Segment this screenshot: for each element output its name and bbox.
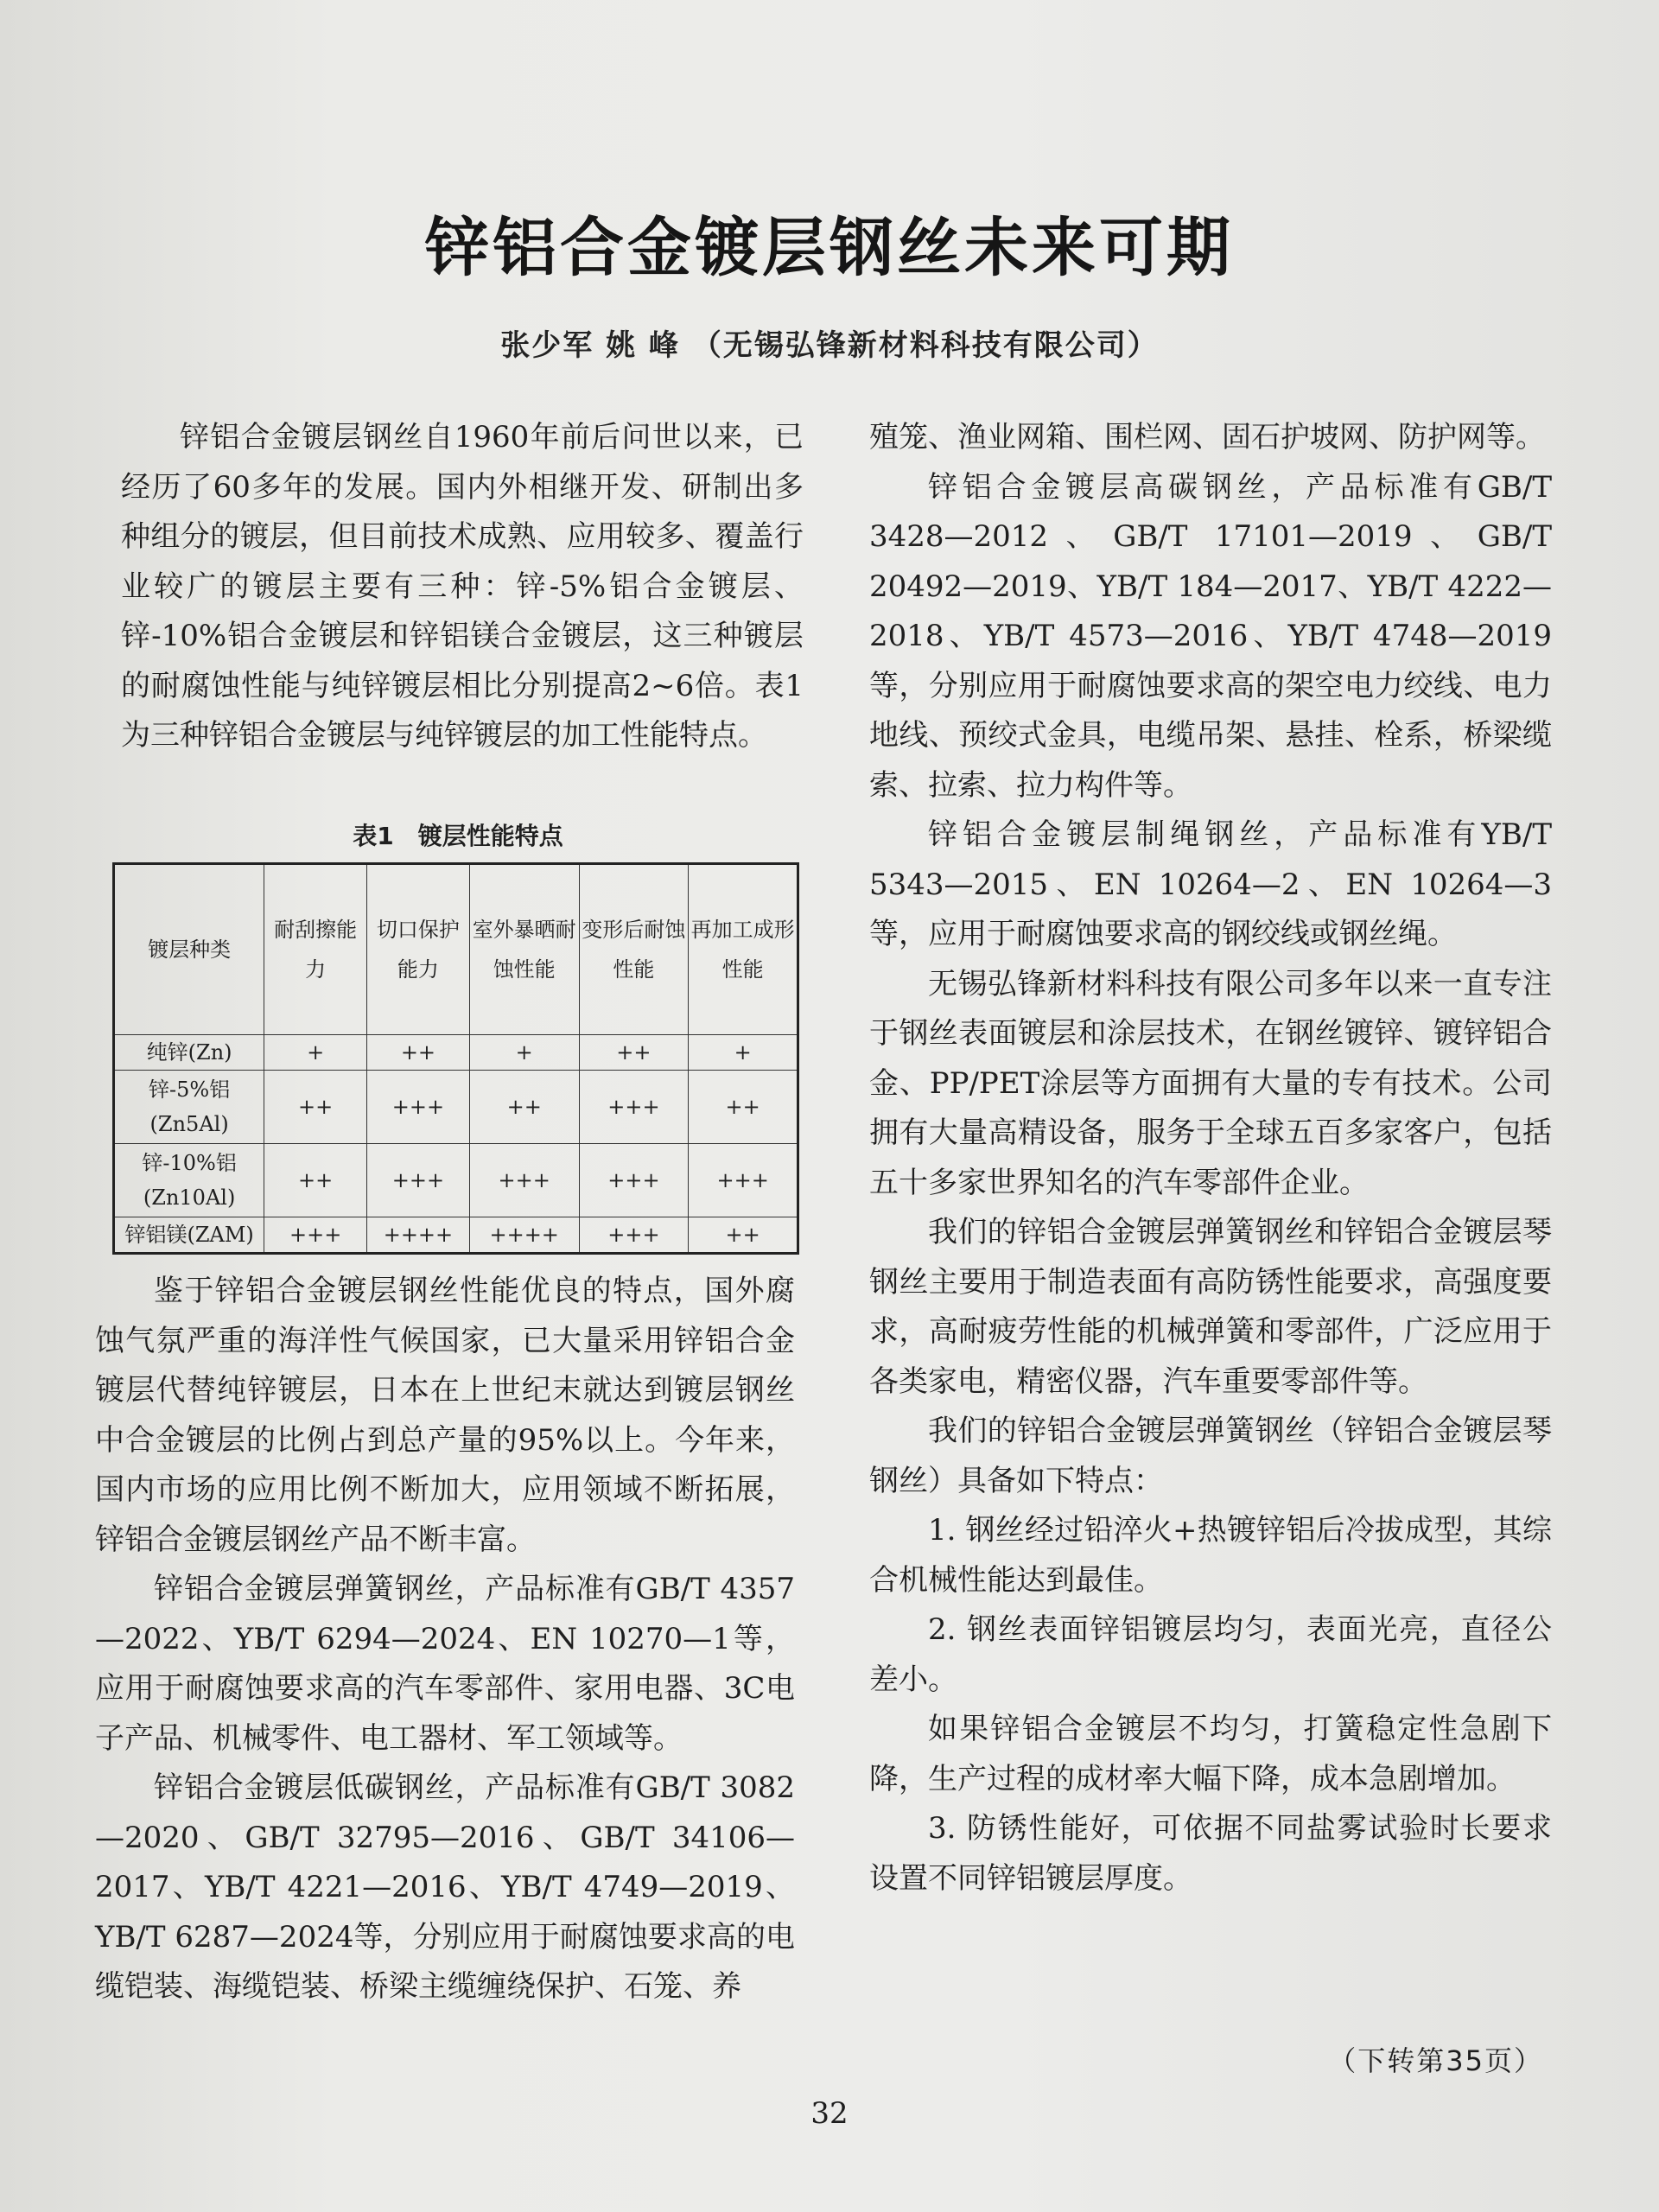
article-title: 锌铝合金镀层钢丝未来可期 bbox=[425, 211, 1234, 285]
paragraph: 锌铝合金镀层制绳钢丝，产品标准有YB/T 5343—2015、EN 10264—2、EN 10264—3等，应用于耐腐蚀要求高的钢绞线或钢丝绳。 bbox=[869, 817, 1552, 951]
table-header-cell: 耐刮擦能力 bbox=[264, 864, 367, 1035]
table-cell: ++ bbox=[367, 1035, 470, 1071]
paragraph: 我们的锌铝合金镀层弹簧钢丝和锌铝合金镀层琴钢丝主要用于制造表面有高防锈性能要求，高强度要求，高耐疲劳性能的机械弹簧和零部件，广泛应用于各类家电，精密仪器，汽车重要零部件等。 bbox=[869, 1215, 1552, 1399]
table-cell: + bbox=[689, 1035, 798, 1071]
paragraph: 如果锌铝合金镀层不均匀，打簧稳定性急剧下降，生产过程的成材率大幅下降，成本急剧增加。 bbox=[869, 1712, 1552, 1796]
paragraph: 锌铝合金镀层低碳钢丝，产品标准有GB/T 3082—2020、GB/T 32795—2016、GB/T 34106—2017、YB/T 4221—2016、YB/T 4749—2019、YB/T 6287—2024等，分别应用于耐腐蚀要求高的电缆铠装、海缆铠装、桥梁主缆缠绕保护、石笼、养 bbox=[95, 1770, 795, 2004]
table-cell: 纯锌(Zn) bbox=[114, 1035, 264, 1071]
table-cell: +++ bbox=[579, 1217, 689, 1254]
table-cell: ++ bbox=[689, 1071, 798, 1144]
paragraph: 我们的锌铝合金镀层弹簧钢丝（锌铝合金镀层琴钢丝）具备如下特点： bbox=[869, 1414, 1552, 1498]
table-cell: +++ bbox=[367, 1144, 470, 1217]
table-row bbox=[114, 1035, 798, 1071]
article-byline: 张少军 姚 峰 （无锡弘锋新材料科技有限公司） bbox=[500, 328, 1159, 363]
table-cell: +++ bbox=[689, 1144, 798, 1217]
table-header-cell: 镀层种类 bbox=[114, 864, 264, 1035]
table-cell: ++ bbox=[264, 1071, 367, 1144]
coating-properties-table bbox=[112, 862, 799, 1255]
table-row bbox=[114, 1217, 798, 1254]
table-cell: ++ bbox=[264, 1144, 367, 1217]
paragraph: 鉴于锌铝合金镀层钢丝性能优良的特点，国外腐蚀气氛严重的海洋性气候国家，已大量采用锌铝合金镀层代替纯锌镀层，日本在上世纪末就达到镀层钢丝中合金镀层的比例占到总产量的95%以上。今年来，国内市场的应用比例不断加大，应用领域不断拓展，锌铝合金镀层钢丝产品不断丰富。 bbox=[95, 1274, 795, 1557]
table-header-cell: 切口保护能力 bbox=[367, 864, 470, 1035]
left-column-bottom bbox=[95, 1267, 795, 2012]
paragraph: 锌铝合金镀层弹簧钢丝，产品标准有GB/T 4357—2022、YB/T 6294—2024、EN 10270—1等，应用于耐腐蚀要求高的汽车零部件、家用电器、3C电子产品、机械零件、电工器材、军工领域等。 bbox=[95, 1572, 795, 1756]
table-row bbox=[114, 1071, 798, 1144]
table-cell: +++ bbox=[264, 1217, 367, 1254]
table-cell: ++ bbox=[689, 1217, 798, 1254]
right-column bbox=[869, 413, 1552, 1904]
continued-on-note: （下转第35页） bbox=[1328, 2044, 1543, 2077]
table-cell: ++++ bbox=[367, 1217, 470, 1254]
table-cell: 锌-10%铝(Zn10Al) bbox=[114, 1144, 264, 1217]
table-cell: +++ bbox=[579, 1071, 689, 1144]
table-header-cell: 再加工成形性能 bbox=[689, 864, 798, 1035]
left-column-top bbox=[121, 413, 804, 761]
table-cell: +++ bbox=[469, 1144, 579, 1217]
paragraph-continuation: 殖笼、渔业网箱、围栏网、固石护坡网、防护网等。 bbox=[869, 420, 1545, 454]
table-header-row bbox=[114, 864, 798, 1035]
table-cell: + bbox=[469, 1035, 579, 1071]
list-item: 2. 钢丝表面锌铝镀层均匀，表面光亮，直径公差小。 bbox=[869, 1612, 1552, 1697]
table-cell: ++ bbox=[469, 1071, 579, 1144]
table-cell: ++++ bbox=[469, 1217, 579, 1254]
table-cell: + bbox=[264, 1035, 367, 1071]
paragraph: 锌铝合金镀层钢丝自1960年前后问世以来，已经历了60多年的发展。国内外相继开发、研制出多种组分的镀层，但目前技术成熟、应用较多、覆盖行业较广的镀层主要有三种：锌-5%铝合金镀层、锌-10%铝合金镀层和锌铝镁合金镀层，这三种镀层的耐腐蚀性能与纯锌镀层相比分别提高2~6倍。表1为三种锌铝合金镀层与纯锌镀层的加工性能特点。 bbox=[121, 420, 804, 753]
table-cell: +++ bbox=[579, 1144, 689, 1217]
table-row bbox=[114, 1144, 798, 1217]
list-item: 3. 防锈性能好，可依据不同盐雾试验时长要求设置不同锌铝镀层厚度。 bbox=[869, 1811, 1552, 1896]
paragraph: 锌铝合金镀层高碳钢丝，产品标准有GB/T 3428—2012、GB/T 17101—2019、GB/T 20492—2019、YB/T 184—2017、YB/T 4222—2018、YB/T 4573—2016、YB/T 4748—2019等，分别应用于耐腐蚀要求高的架空电力绞线、电力地线、预绞式金具，电缆吊架、悬挂、栓系，桥梁缆索、拉索、拉力构件等。 bbox=[869, 469, 1552, 803]
table-cell: 锌铝镁(ZAM) bbox=[114, 1217, 264, 1254]
table-caption: 表1 镀层性能特点 bbox=[353, 822, 563, 850]
table-cell: ++ bbox=[579, 1035, 689, 1071]
table-cell: 锌-5%铝(Zn5Al) bbox=[114, 1071, 264, 1144]
table-header-cell: 变形后耐蚀性能 bbox=[579, 864, 689, 1035]
table-header-cell: 室外暴晒耐蚀性能 bbox=[469, 864, 579, 1035]
table-cell: +++ bbox=[367, 1071, 470, 1144]
paragraph: 无锡弘锋新材料科技有限公司多年以来一直专注于钢丝表面镀层和涂层技术，在钢丝镀锌、镀锌铝合金、PP/PET涂层等方面拥有大量的专有技术。公司拥有大量高精设备，服务于全球五百多家客户，包括五十多家世界知名的汽车零部件企业。 bbox=[869, 966, 1552, 1200]
list-item: 1. 钢丝经过铅淬火+热镀锌铝后冷拔成型，其综合机械性能达到最佳。 bbox=[869, 1513, 1552, 1598]
page-number: 32 bbox=[810, 2096, 849, 2131]
